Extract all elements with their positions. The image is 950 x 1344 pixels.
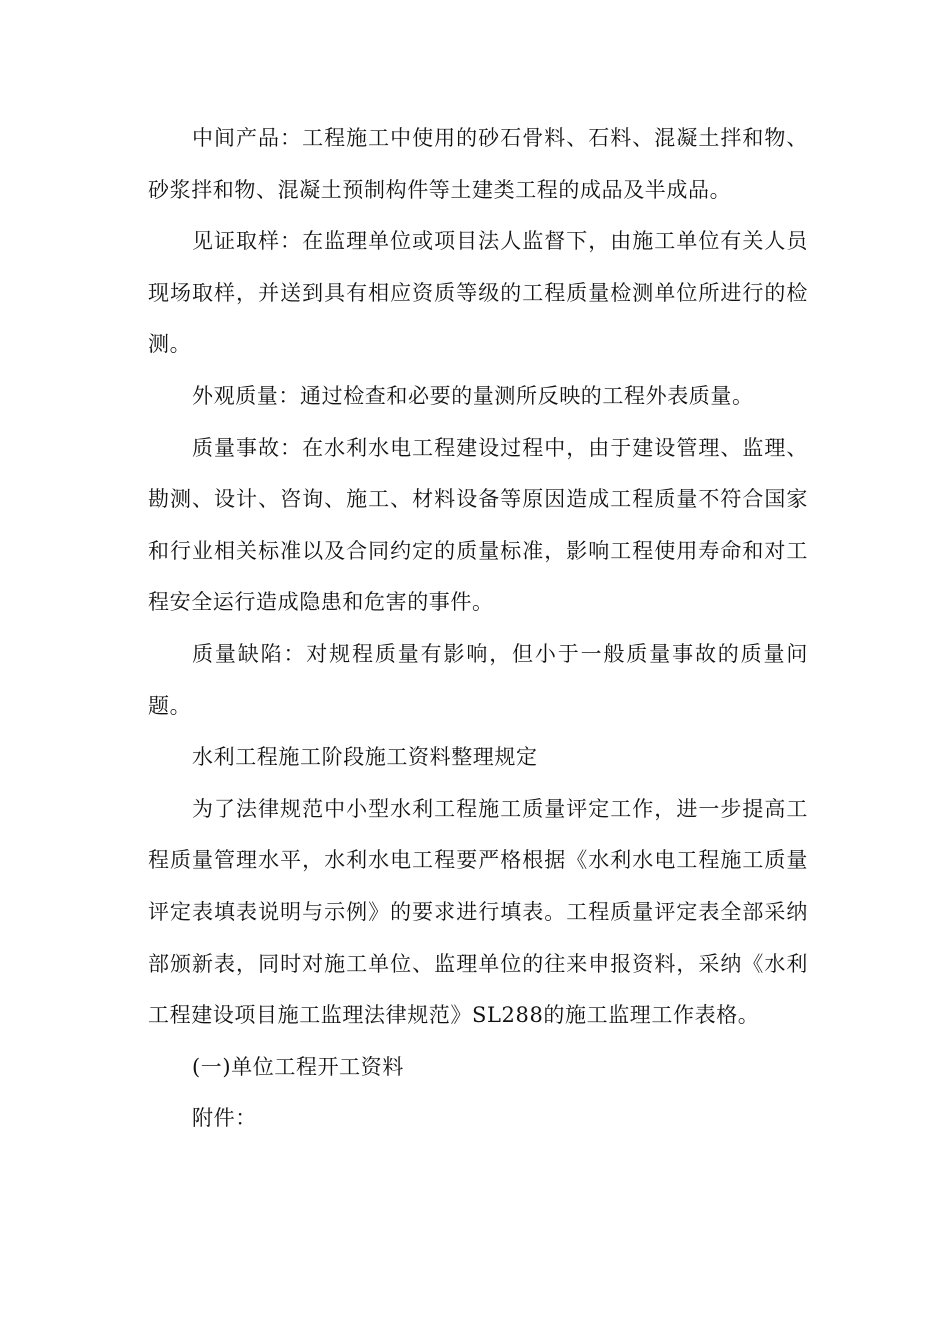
subsection-heading: (一)单位工程开工资料 bbox=[192, 1054, 404, 1079]
paragraph-appearance-quality: 外观质量：通过检查和必要的量测所反映的工程外表质量。 bbox=[192, 383, 754, 408]
paragraph-quality-accident: 质量事故：在水利水电工程建设过程中，由于建设管理、监理、勘测、设计、咨询、施工、材料设备等原因造成工程质量不符合国家和行业相关标准以及合同约定的质量标准，影响工程使用寿命和对工程安全运行造成隐患和危害的事件。 bbox=[148, 435, 808, 615]
section-heading: 水利工程施工阶段施工资料整理规定 bbox=[192, 745, 538, 770]
paragraph-regulations: 为了法律规范中小型水利工程施工质量评定工作，进一步提高工程质量管理水平，水利水电工程要严格根据《水利水电工程施工质量评定表填表说明与示例》的要求进行填表。工程质量评定表全部采纳部颁新表，同时对施工单位、监理单位的往来申报资料，采纳《水利工程建设项目施工监理法律规范》SL288的施工监理工作表格。 bbox=[148, 796, 808, 1028]
paragraph-attachment: 附件： bbox=[192, 1106, 257, 1131]
paragraph-witness-sampling: 见证取样：在监理单位或项目法人监督下，由施工单位有关人员现场取样，并送到具有相应资质等级的工程质量检测单位所进行的检测。 bbox=[148, 229, 808, 357]
paragraph-quality-defect: 质量缺陷：对规程质量有影响，但小于一般质量事故的质量问题。 bbox=[148, 641, 808, 718]
document-body bbox=[148, 113, 808, 1145]
paragraph-intermediate-product: 中间产品：工程施工中使用的砂石骨料、石料、混凝土拌和物、砂浆拌和物、混凝土预制构件等土建类工程的成品及半成品。 bbox=[148, 126, 808, 202]
